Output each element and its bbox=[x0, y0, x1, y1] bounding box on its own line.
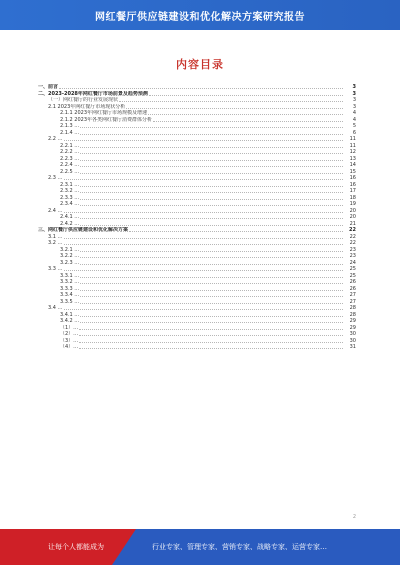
toc-leader-dots bbox=[80, 204, 343, 206]
toc-entry-text: 2.3.3 … bbox=[60, 194, 80, 201]
toc-entry-text: 2.2.2 … bbox=[60, 149, 80, 155]
toc-entry-page: 11 bbox=[349, 136, 356, 142]
toc-entry-page: 20 bbox=[349, 207, 356, 214]
toc-leader-dots bbox=[80, 146, 343, 148]
toc-entry-page: 28 bbox=[349, 311, 356, 318]
toc-entry-text: 3.4.2 … bbox=[60, 318, 80, 324]
toc-entry-page: 3 bbox=[352, 90, 356, 97]
toc-leader-dots bbox=[119, 100, 343, 102]
toc-entry-text: 3.3.1 … bbox=[60, 272, 80, 279]
table-of-contents bbox=[38, 84, 356, 351]
toc-entry-text: 3.2 … bbox=[48, 240, 63, 246]
toc-leader-dots bbox=[80, 165, 343, 167]
report-title: 网红餐厅供应链建设和优化解决方案研究报告 bbox=[95, 11, 305, 23]
toc-leader-dots bbox=[80, 321, 343, 323]
toc-entry-page: 3 bbox=[352, 103, 356, 110]
toc-entry-page: 18 bbox=[349, 194, 356, 201]
toc-entry-text: 2.4.1 … bbox=[60, 214, 80, 220]
toc-entry-text: 3.1 … bbox=[48, 233, 63, 240]
toc-entry-page: 23 bbox=[349, 246, 356, 253]
toc-leader-dots bbox=[148, 113, 343, 115]
toc-entry-text: 2.4 … bbox=[48, 207, 63, 214]
toc-entry-text: 2.2.4 … bbox=[60, 162, 80, 168]
toc-entry-page: 21 bbox=[349, 220, 356, 227]
toc-entry-page: 13 bbox=[349, 155, 356, 162]
toc-entry-page: 22 bbox=[349, 227, 356, 233]
toc-entry-text: 三、网红餐厅供应链建设和优化解决方案 bbox=[38, 227, 129, 233]
toc-entry-page: 4 bbox=[352, 110, 356, 116]
toc-entry-text: 2.1 2023年网红餐厅市场现状分析 bbox=[48, 103, 126, 110]
toc-entry-page: 19 bbox=[349, 201, 356, 207]
toc-entry-page: 6 bbox=[352, 129, 356, 136]
toc-leader-dots bbox=[80, 263, 343, 265]
toc-leader-dots bbox=[79, 334, 343, 336]
toc-leader-dots bbox=[80, 159, 343, 161]
toc-leader-dots bbox=[80, 172, 343, 174]
toc-entry-text: 一、前言 bbox=[38, 84, 59, 90]
toc-entry-text: 3.2.3 … bbox=[60, 259, 80, 266]
page-number: 2 bbox=[352, 514, 356, 520]
toc-entry-text: 3.4 … bbox=[48, 305, 63, 311]
toc-entry-text: 2.3.4 … bbox=[60, 201, 80, 207]
toc-leader-dots bbox=[79, 328, 343, 330]
toc-entry-text: 2.3.2 … bbox=[60, 188, 80, 194]
toc-entry-page: 11 bbox=[349, 142, 356, 149]
toc-leader-dots bbox=[80, 133, 343, 135]
toc-entry-page: 4 bbox=[352, 116, 356, 123]
toc-entry-page: 16 bbox=[349, 175, 356, 181]
toc-entry-page: 22 bbox=[349, 240, 356, 246]
toc-entry-page: 29 bbox=[349, 324, 356, 331]
toc-entry-page: 3 bbox=[352, 84, 356, 90]
toc-leader-dots bbox=[80, 289, 343, 291]
toc-entry-text: 2.1.4 … bbox=[60, 129, 80, 136]
toc-entry-text: 2.2.3 … bbox=[60, 155, 80, 162]
toc-entry-text: （3）… bbox=[60, 337, 79, 344]
toc-leader-dots bbox=[126, 107, 343, 109]
toc-entry-text: 3.2.1 … bbox=[60, 246, 80, 253]
toc-leader-dots bbox=[129, 230, 343, 232]
toc-heading: 内容目录 bbox=[176, 58, 224, 71]
toc-leader-dots bbox=[80, 295, 343, 297]
toc-entry-text: 2.1.2 2023年各类网红餐厅消费群体分析 bbox=[60, 116, 153, 123]
report-header bbox=[0, 0, 400, 30]
toc-entry-text: 2.3.1 … bbox=[60, 181, 80, 188]
toc-leader-dots bbox=[153, 120, 343, 122]
toc-entry-text: （4）… bbox=[60, 344, 79, 350]
toc-entry-text: 3.3.3 … bbox=[60, 285, 80, 292]
toc-entry-page: 20 bbox=[349, 214, 356, 220]
toc-entry-page: 26 bbox=[349, 279, 356, 285]
toc-entry-text: 3.3 … bbox=[48, 266, 63, 272]
toc-entry-text: 3.3.5 … bbox=[60, 298, 80, 305]
toc-leader-dots bbox=[64, 211, 343, 213]
toc-entry[interactable] bbox=[38, 344, 356, 351]
toc-entry-page: 30 bbox=[349, 331, 356, 337]
toc-entry-text: （2）… bbox=[60, 331, 79, 337]
toc-entry-page: 30 bbox=[349, 337, 356, 344]
footer-slogan: 让每个人都能成为 bbox=[48, 543, 104, 551]
toc-leader-dots bbox=[64, 178, 343, 180]
toc-leader-dots bbox=[80, 224, 343, 226]
toc-leader-dots bbox=[80, 152, 343, 154]
toc-entry-text: 2.2.1 … bbox=[60, 142, 80, 149]
toc-leader-dots bbox=[80, 276, 343, 278]
toc-leader-dots bbox=[80, 126, 343, 128]
toc-leader-dots bbox=[80, 256, 343, 258]
toc-entry-page: 15 bbox=[349, 168, 356, 175]
toc-leader-dots bbox=[80, 250, 343, 252]
toc-entry-page: 24 bbox=[349, 259, 356, 266]
toc-leader-dots bbox=[59, 87, 343, 89]
toc-entry-text: 3.3.4 … bbox=[60, 292, 80, 298]
toc-entry-page: 31 bbox=[349, 344, 356, 350]
toc-entry-page: 28 bbox=[349, 305, 356, 311]
toc-entry-page: 25 bbox=[349, 272, 356, 279]
toc-entry-page: 25 bbox=[349, 266, 356, 272]
toc-entry-page: 27 bbox=[349, 292, 356, 298]
toc-leader-dots bbox=[64, 269, 343, 271]
toc-leader-dots bbox=[80, 315, 343, 317]
toc-entry-page: 3 bbox=[352, 97, 356, 103]
toc-entry-page: 22 bbox=[349, 233, 356, 240]
toc-entry-page: 23 bbox=[349, 253, 356, 259]
toc-leader-dots bbox=[64, 308, 343, 310]
toc-leader-dots bbox=[80, 282, 343, 284]
toc-entry-text: （一）网红餐厅的行业发展现状 bbox=[48, 97, 119, 103]
toc-entry-text: 2.2.5 … bbox=[60, 168, 80, 175]
toc-entry-text: 2.1.3 … bbox=[60, 123, 80, 129]
toc-leader-dots bbox=[80, 217, 343, 219]
footer-banner bbox=[0, 529, 400, 565]
toc-entry-page: 17 bbox=[349, 188, 356, 194]
toc-leader-dots bbox=[149, 94, 343, 96]
toc-entry-text: （1）… bbox=[60, 324, 79, 331]
toc-leader-dots bbox=[80, 198, 343, 200]
toc-entry-page: 29 bbox=[349, 318, 356, 324]
toc-leader-dots bbox=[64, 237, 343, 239]
toc-entry-text: 2.3 … bbox=[48, 175, 63, 181]
toc-leader-dots bbox=[79, 341, 343, 343]
toc-leader-dots bbox=[80, 185, 343, 187]
toc-leader-dots bbox=[64, 139, 343, 141]
footer-tagline: 行业专家、管理专家、营销专家、战略专家、运营专家… bbox=[152, 543, 327, 551]
toc-leader-dots bbox=[64, 243, 343, 245]
toc-leader-dots bbox=[80, 191, 343, 193]
toc-entry-page: 16 bbox=[349, 181, 356, 188]
toc-entry-page: 12 bbox=[349, 149, 356, 155]
toc-entry-page: 5 bbox=[352, 123, 356, 129]
toc-entry-page: 14 bbox=[349, 162, 356, 168]
toc-entry-text: 3.3.2 … bbox=[60, 279, 80, 285]
toc-entry-page: 26 bbox=[349, 285, 356, 292]
toc-entry-text: 2.2 … bbox=[48, 136, 63, 142]
toc-leader-dots bbox=[79, 347, 343, 349]
toc-entry-text: 3.4.1 … bbox=[60, 311, 80, 318]
toc-entry-text: 3.2.2 … bbox=[60, 253, 80, 259]
toc-entry-text: 二、2023-2028年网红餐厅市场前景及趋势预测 bbox=[38, 90, 148, 97]
toc-leader-dots bbox=[80, 302, 343, 304]
toc-entry-text: 2.1.1 2023年网红餐厅市场规模及增速 bbox=[60, 110, 148, 116]
toc-entry-page: 27 bbox=[349, 298, 356, 305]
toc-entry-text: 2.4.2 … bbox=[60, 220, 80, 227]
